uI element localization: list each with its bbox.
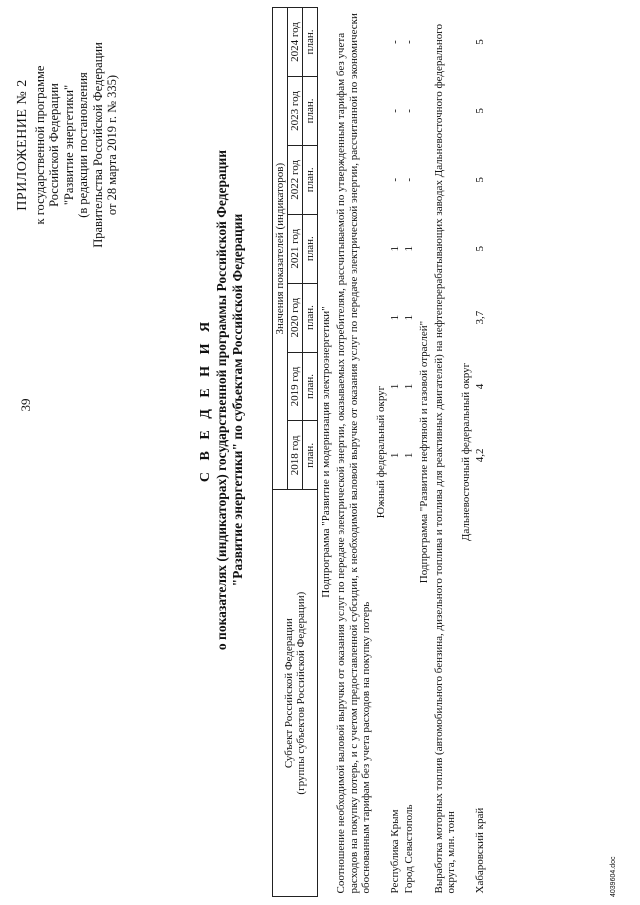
federal-district: Дальневосточный федеральный округ	[459, 362, 472, 542]
appendix-line: (в редакции постановления	[76, 72, 90, 218]
value-cell: 4	[473, 383, 486, 390]
title-line: о показателях (индикаторах) государственной программы Российской Федерации	[214, 149, 229, 651]
plan-header: план.	[303, 352, 318, 421]
value-cell: 1	[388, 452, 401, 459]
values-group-header: Значения показателей (индикаторов)	[273, 8, 288, 490]
appendix-line: Правительства Российской Федерации	[90, 42, 105, 248]
page-number: 39	[18, 398, 33, 412]
year-header: 2022 год	[288, 145, 303, 214]
subject-header-line2: (группы субъектов Российской Федерации)	[295, 591, 307, 795]
subject-column-header	[273, 490, 318, 897]
appendix-block	[16, 25, 120, 265]
region-name: Республика Крым	[388, 809, 401, 894]
appendix-line: ПРИЛОЖЕНИЕ № 2	[15, 79, 30, 211]
subject-header-line1: Субъект Российской Федерации	[283, 618, 295, 769]
table-row	[473, 8, 487, 897]
plan-header: план.	[303, 8, 318, 77]
year-header: 2019 год	[288, 352, 303, 421]
table-row	[388, 8, 402, 897]
value-cell: -	[402, 177, 415, 182]
value-cell: 1	[402, 383, 415, 390]
value-cell: 4,2	[473, 448, 486, 463]
plan-header: план.	[303, 145, 318, 214]
value-cell: 5	[473, 108, 486, 114]
value-cell: 1	[402, 245, 415, 252]
value-cell: 3,7	[473, 310, 486, 325]
value-cell: -	[402, 109, 415, 113]
value-cell: 5	[473, 39, 486, 45]
appendix-line: Российской Федерации	[47, 83, 61, 207]
value-cell: 5	[473, 177, 486, 183]
value-cell: 1	[388, 245, 401, 252]
plan-header: план.	[303, 214, 318, 283]
plan-header: план.	[303, 421, 318, 490]
table-row	[402, 8, 416, 897]
value-cell: 1	[402, 314, 415, 321]
plan-header: план.	[303, 283, 318, 352]
value-cell: 1	[402, 452, 415, 459]
year-header: 2024 год	[288, 8, 303, 77]
appendix-line: от 28 марта 2019 г. № 335)	[105, 74, 119, 216]
year-header: 2018 год	[288, 421, 303, 490]
title-heading: С В Е Д Е Н И Я	[198, 317, 213, 483]
region-name: Хабаровский край	[473, 807, 486, 894]
federal-district: Южный федеральный округ	[374, 385, 387, 519]
appendix-line: "Развитие энергетики"	[61, 84, 76, 206]
year-header: 2020 год	[288, 283, 303, 352]
indicators-table	[272, 7, 487, 897]
title-line: "Развитие энергетики" по субъектам Российской Федерации	[230, 213, 245, 587]
value-cell: -	[388, 109, 401, 113]
value-cell: -	[388, 177, 401, 182]
value-cell: 1	[388, 383, 401, 390]
value-cell: -	[388, 40, 401, 44]
value-cell: 1	[388, 314, 401, 321]
year-header: 2021 год	[288, 214, 303, 283]
subprogram-heading: Подпрограмма "Развитие нефтяной и газовой отраслей"	[417, 320, 430, 584]
document-title	[198, 95, 246, 705]
value-cell: 5	[473, 245, 486, 252]
value-cell: -	[402, 40, 415, 44]
subprogram-heading: Подпрограмма "Развитие и модернизация электроэнергетики"	[320, 306, 332, 598]
indicator-description: Выработка моторных топлив (автомобильного бензина, дизельного топлива и топлива для реактивных двигателей) на нефтеперерабатывающих заводах Дальневосточного федерального округа, млн. тонн	[432, 24, 457, 894]
year-header: 2023 год	[288, 76, 303, 145]
indicator-description: Соотношение необходимой валовой выручки от оказания услуг по передаче электрической энергии, оказываемых потребителям, рассчитываемой по утвержденным тарифам без учета расходов на покупку потерь, и с учетом предоставленной субсидии, к необходимой валовой выручке от оказания услуг по передаче электрической энергии, рассчитанной по экономически обоснованным тарифам без учета расходов на покупку потерь	[335, 13, 372, 894]
region-name: Город Севастополь	[402, 804, 415, 894]
plan-header: план.	[303, 76, 318, 145]
file-footer: 4039604.doc	[610, 856, 617, 897]
appendix-line: к государственной программе	[32, 65, 47, 225]
